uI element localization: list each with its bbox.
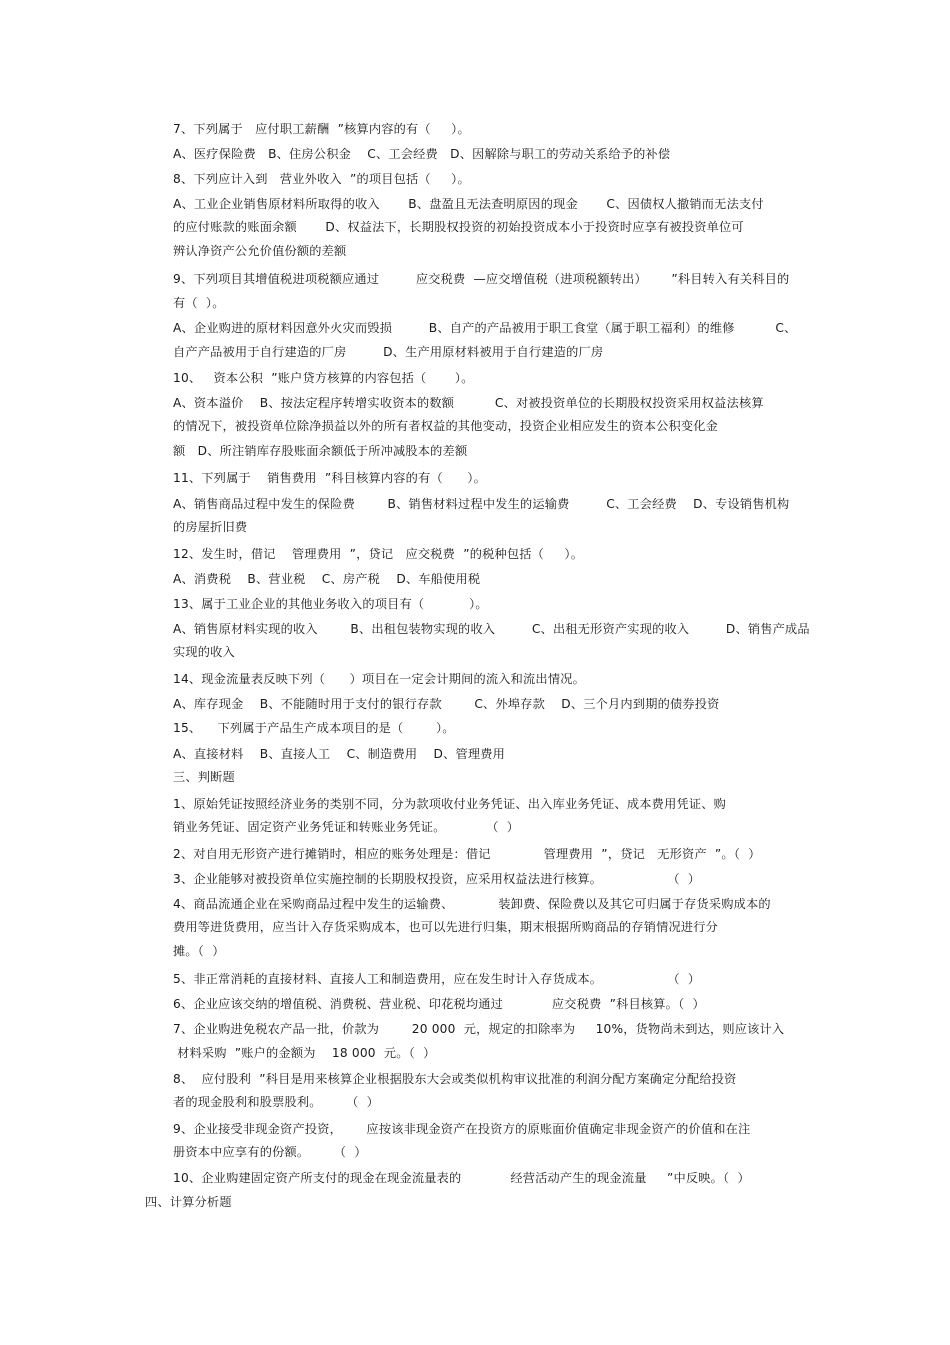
judgment-3: 3、企业能够对被投资单位实施控制的长期股权投资，应采用权益法进行核算。 （ ） [173, 872, 701, 886]
judgment-8-line-2: 者的现金股利和股票股利。 （ ） [173, 1095, 380, 1109]
question-12-options: A、消费税 B、营业税 C、房产税 D、车船使用税 [173, 572, 481, 586]
question-7: 7、下列属于 应付职工薪酬 ”核算内容的有（ ）。 [173, 122, 470, 136]
question-14: 14、现金流量表反映下列（ ）项目在一定会计期间的流入和流出情况。 [173, 672, 585, 686]
question-8: 8、下列应计入到 营业外收入 ”的项目包括（ ）。 [173, 172, 470, 186]
question-9-options-line-1: A、企业购进的原材料因意外火灾而毁损 B、自产的产品被用于职工食堂（属于职工福利）的维修 C、 [173, 321, 797, 335]
judgment-4-line-2: 费用等进货费用，应当计入存货采购成本，也可以先进行归集，期末根据所购商品的存销情况进行分 [173, 920, 719, 934]
judgment-1-line-1: 1、原始凭证按照经济业务的类别不同，分为款项收付业务凭证、出入库业务凭证、成本费用凭证、购 [173, 797, 727, 811]
section-3-heading: 三、判断题 [173, 770, 235, 784]
question-11: 11、下列属于 销售费用 ”科目核算内容的有（ ）。 [173, 471, 486, 485]
judgment-7-line-2: 材料采购 ”账户的金额为 18 000 元。（ ） [173, 1046, 436, 1060]
judgment-6: 6、企业应该交纳的增值税、消费税、营业税、印花税均通过 应交税费 ”科目核算。（ ） [173, 997, 705, 1011]
judgment-4-line-1: 4、商品流通企业在采购商品过程中发生的运输费、 装卸费、保险费以及其它可归属于存货采购成本的 [173, 897, 771, 911]
question-9-line-1: 9、下列项目其增值税进项税额应通过 应交税费 —应交增值税（进项税额转出） ”科目转入有关科目的 [173, 272, 790, 286]
question-10-options-line-3: 额 D、所注销库存股账面余额低于所冲减股本的差额 [173, 444, 468, 458]
question-13-options-line-2: 实现的收入 [173, 645, 235, 659]
section-4-heading: 四、计算分析题 [145, 1195, 232, 1209]
question-10-options-line-1: A、资本溢价 B、按法定程序转增实收资本的数额 C、对被投资单位的长期股权投资采用权益法核算 [173, 396, 764, 410]
question-15: 15、 下列属于产品生产成本项目的是（ ）。 [173, 721, 455, 735]
question-11-options-line-2: 的房屋折旧费 [173, 520, 248, 534]
question-11-options-line-1: A、销售商品过程中发生的保险费 B、销售材料过程中发生的运输费 C、工会经费 D、专设销售机构 [173, 497, 790, 511]
judgment-2: 2、对自用无形资产进行摊销时，相应的账务处理是：借记 管理费用 ”，贷记 无形资产 ”。（ ） [173, 847, 761, 861]
judgment-1-line-2: 销业务凭证、固定资产业务凭证和转账业务凭证。 （ ） [173, 820, 520, 834]
question-13: 13、属于工业企业的其他业务收入的项目有（ ）。 [173, 597, 488, 611]
judgment-9-line-2: 册资本中应享有的份额。 （ ） [173, 1145, 367, 1159]
question-8-options-line-2: 的应付账款的账面余额 D、权益法下，长期股权投资的初始投资成本小于投资时应享有被投资单位可 [173, 220, 744, 234]
question-14-options: A、库存现金 B、不能随时用于支付的银行存款 C、外埠存款 D、三个月内到期的债券投资 [173, 697, 720, 711]
question-15-options: A、直接材料 B、直接人工 C、制造费用 D、管理费用 [173, 747, 506, 761]
judgment-5: 5、非正常消耗的直接材料、直接人工和制造费用，应在发生时计入存货成本。 （ ） [173, 972, 701, 986]
question-10-options-line-2: 的情况下，被投资单位除净损益以外的所有者权益的其他变动，投资企业相应发生的资本公积变化金 [173, 419, 719, 433]
question-9-line-2: 有（ ）。 [173, 296, 225, 310]
judgment-7-line-1: 7、企业购进免税农产品一批，价款为 20 000 元，规定的扣除率为 10%，货物尚未到达，则应该计入 [173, 1022, 785, 1036]
judgment-9-line-1: 9、企业接受非现金资产投资， 应按该非现金资产在投资方的原账面价值确定非现金资产的价值和在注 [173, 1122, 751, 1136]
question-8-options-line-3: 辨认净资产公允价值份额的差额 [173, 244, 347, 258]
question-7-options: A、医疗保险费 B、住房公积金 C、工会经费 D、因解除与职工的劳动关系给予的补偿 [173, 147, 671, 161]
judgment-10: 10、企业购建固定资产所支付的现金在现金流量表的 经营活动产生的现金流量 ”中反映。（ ） [173, 1171, 750, 1185]
question-12: 12、发生时，借记 管理费用 ”，贷记 应交税费 ”的税种包括（ ）。 [173, 547, 584, 561]
question-10: 10、 资本公积 ”账户贷方核算的内容包括（ ）。 [173, 371, 474, 385]
judgment-8-line-1: 8、 应付股利 ”科目是用来核算企业根据股东大会或类似机构审议批准的利润分配方案确定分配给投资 [173, 1072, 737, 1086]
question-13-options-line-1: A、销售原材料实现的收入 B、出租包装物实现的收入 C、出租无形资产实现的收入 D、销售产成品 [173, 622, 810, 636]
question-8-options-line-1: A、工业企业销售原材料所取得的收入 B、盘盈且无法查明原因的现金 C、因债权人撤销而无法支付 [173, 197, 764, 211]
judgment-4-line-3: 摊。（ ） [173, 944, 225, 958]
question-9-options-line-2: 自产产品被用于自行建造的厂房 D、生产用原材料被用于自行建造的厂房 [173, 345, 604, 359]
